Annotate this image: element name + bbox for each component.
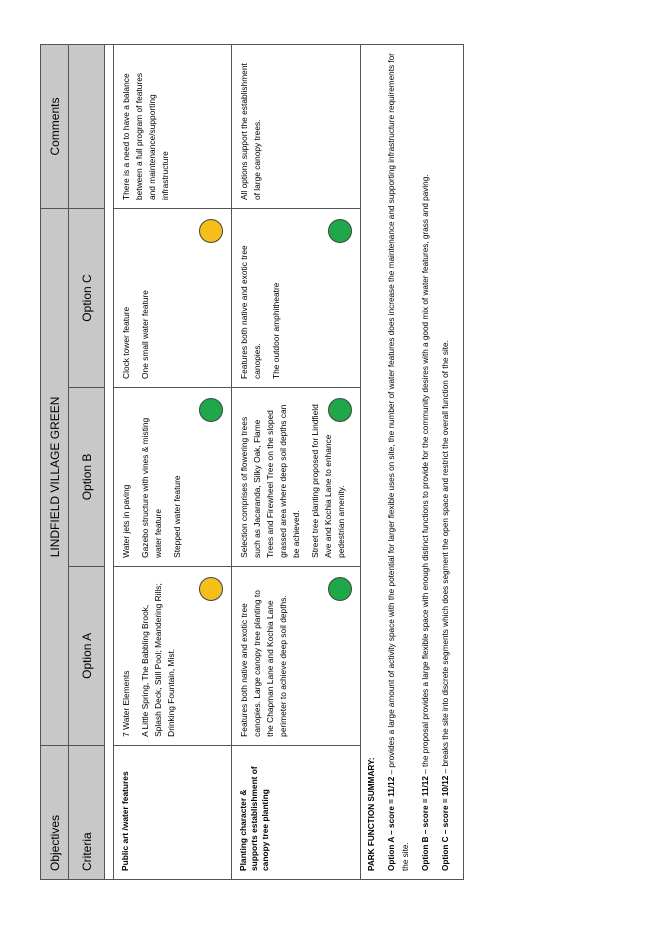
cell-text: 7 Water Elements <box>121 670 131 737</box>
cell-text: Stepped water feature <box>172 475 182 558</box>
option-a-cell <box>114 566 232 745</box>
option-b-cell <box>114 387 232 566</box>
cell-text: Selection comprises of flowering trees such as Jacaranda, Silky Oak, Flame Trees and Firewheel Tree on the sloped grassed area where deep soil depths can be achieved. <box>239 404 301 558</box>
rating-dot-icon <box>328 398 352 422</box>
summary-item <box>385 53 413 871</box>
table-row <box>114 45 232 880</box>
cell-text: Features both native and exotic tree canopies. <box>239 245 262 379</box>
summary-row <box>361 45 464 880</box>
table-row <box>232 45 361 880</box>
rating-dot-icon <box>199 398 223 422</box>
summary-text: – provides a large amount of activity space with the potential for larger flexible uses on site, the number of water features does increase the maintenance and supporting infrastructure requirements for the site. <box>387 53 410 871</box>
option-b-header: Option B <box>69 387 105 566</box>
comments-header-blank <box>69 45 105 209</box>
rating-dot-icon <box>199 219 223 243</box>
comment-cell <box>232 45 361 209</box>
summary-text: – breaks the site into discrete segments which does segment the open space and restrict the overall function of the site. <box>441 340 450 776</box>
criteria-cell: Planting character & supports establishment of canopy tree planting <box>232 745 361 879</box>
cell-text: Gazebo structure with vines & misting water feature <box>140 417 163 558</box>
option-a-header: Option A <box>69 566 105 745</box>
park-function-summary <box>361 45 464 880</box>
comments-header: Comments <box>41 45 69 209</box>
criteria-header: Criteria <box>69 745 105 879</box>
evaluation-table <box>40 44 464 880</box>
cell-text: There is a need to have a balance between a full program of features and maintenance/supporting infrastructure <box>121 72 170 201</box>
cell-text: One small water feature <box>140 290 150 379</box>
page-title: LINDFIELD VILLAGE GREEN <box>41 209 69 746</box>
cell-text: Street tree planting proposed for Lindfield Ave and Kochia Lane to enhance pedestrian amenity. <box>310 404 346 558</box>
rating-dot-icon <box>199 577 223 601</box>
summary-label: Option C – score = 10/12 <box>441 775 450 871</box>
summary-label: Option A – score = 11/12 <box>387 776 396 871</box>
evaluation-sheet <box>40 44 565 880</box>
criteria-cell: Public art /water features <box>114 745 232 879</box>
cell-text: All options support the establishment of large canopy trees. <box>239 63 262 201</box>
comment-cell <box>114 45 232 209</box>
cell-text: Features both native and exotic tree canopies. Large canopy tree planting to the Chapman Lane and Kochia Lane perimeter to achieve deep soil depths. <box>239 590 288 737</box>
summary-item <box>419 53 433 871</box>
option-a-cell <box>232 566 361 745</box>
cell-text: Water jets in paving <box>121 484 131 558</box>
summary-label: Option B – score = 11/12 <box>421 776 430 871</box>
rating-dot-icon <box>328 577 352 601</box>
option-c-cell <box>114 209 232 388</box>
summary-item <box>439 53 453 871</box>
cell-text: Clock tower feature <box>121 306 131 379</box>
option-c-cell <box>232 209 361 388</box>
cell-text: A Little Spring, The Babbling Brook, Splash Deck, Still Pool; Meandering Rills; Drinking Fountain, Mist. <box>140 583 176 737</box>
objectives-header: Objectives <box>41 745 69 879</box>
option-b-cell <box>232 387 361 566</box>
summary-heading: PARK FUNCTION SUMMARY: <box>367 757 376 871</box>
summary-text: – the proposal provides a large flexible space with enough distinct functions to provide for the community desires with a good mix of water features, grass and paving. <box>421 174 430 777</box>
option-c-header: Option C <box>69 209 105 388</box>
rating-dot-icon <box>328 219 352 243</box>
cell-text: The outdoor amphitheatre <box>271 282 281 379</box>
